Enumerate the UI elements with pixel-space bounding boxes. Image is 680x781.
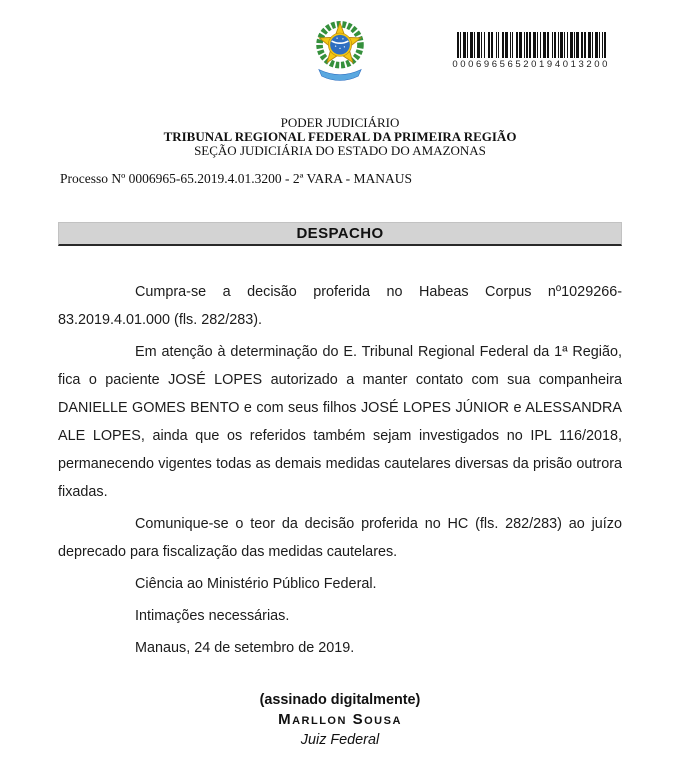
document-title: DESPACHO (296, 225, 384, 242)
barcode-number: 00069656520194013200 (452, 59, 610, 70)
tribunal-line: TRIBUNAL REGIONAL FEDERAL DA PRIMEIRA REGIÃO (163, 129, 517, 144)
paragraph: Intimações necessárias. (135, 608, 290, 624)
document-top-zone (0, 14, 680, 108)
process-number-line: Processo Nº 0006965-65.2019.4.01.3200 - 2ª VARA - MANAUS (60, 171, 413, 186)
paragraph: Comunique-se o teor da decisão proferida no HC (fls. 282/283) ao juízo deprecado para fiscalização das medidas cautelares. (58, 516, 622, 560)
barcode (452, 32, 610, 70)
secao-judiciaria-line: SEÇÃO JUDICIÁRIA DO ESTADO DO AMAZONAS (194, 143, 486, 158)
paragraph: Ciência ao Ministério Público Federal. (135, 576, 377, 592)
barcode-bars-icon (452, 32, 610, 58)
digitally-signed-note: (assinado digitalmente) (259, 692, 421, 708)
document-body (58, 246, 622, 662)
paragraph: Cumpra-se a decisão proferida no Habeas Corpus nº1029266-83.2019.4.01.000 (fls. 282/283). (58, 284, 622, 328)
signature-block (0, 690, 680, 750)
paragraph: Em atenção à determinação do E. Tribunal Regional Federal da 1ª Região, fica o paciente JOSÉ LOPES autorizado a manter contato com sua companheira DANIELLE GOMES BENTO e com seus filhos JOSÉ LOPES JÚNIOR e ALESSANDRA ALE LOPES, ainda que os referidos também sejam investigados no IPL 116/2018, permanecendo vigentes todas as demais medidas cautelares diversas da prisão outrora fixadas. (58, 344, 622, 500)
judge-role: Juiz Federal (300, 732, 380, 748)
poder-judiciario-line: PODER JUDICIÁRIO (280, 115, 400, 130)
court-header (0, 116, 680, 158)
document-title-bar (58, 222, 622, 246)
brazil-coat-of-arms-icon (307, 14, 373, 90)
judge-name: Marllon Sousa (278, 711, 402, 728)
paragraph-date-line: Manaus, 24 de setembro de 2019. (135, 640, 355, 656)
